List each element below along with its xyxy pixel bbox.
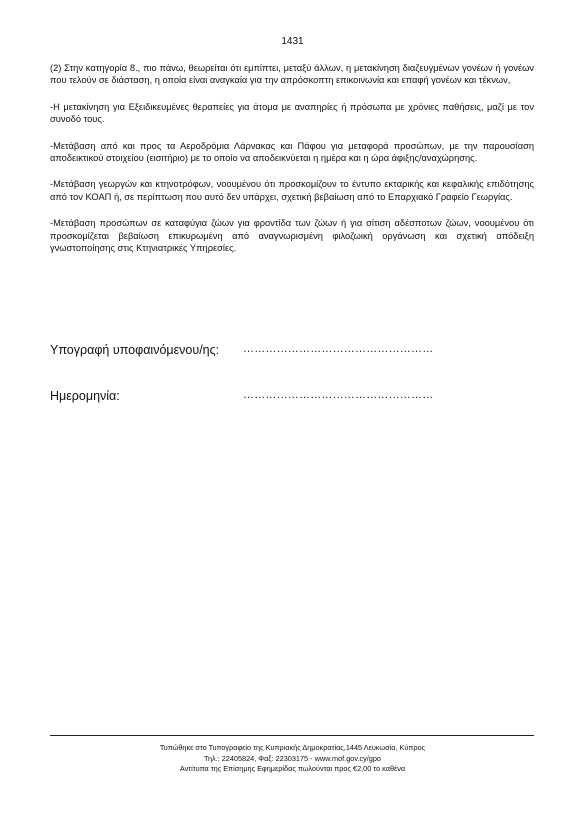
footer-printer-line: Τυπώθηκε στο Τυπογραφείο της Κυπριακής Δημοκρατίας,1445 Λευκωσία, Κύπρος <box>159 743 426 752</box>
paragraph-category-8: (2) Στην κατηγορία 8., πιο πάνω, θεωρείται ότι εμπίπτει, μεταξύ άλλων, η μετακίνηση διαζευγμένων γονέων ή γονέων που τελούν σε διάσταση, η οποία είναι αναγκαία για την απρόσκοπτη επικοινωνία και επαφή γονέων και τέκνων, <box>50 63 534 86</box>
footer-contact-line: Τηλ.: 22405824, Φαξ: 22303175 - www.mof.gov.cy/gpo <box>204 753 381 763</box>
signature-label: Υπογραφή υποφαινόμενου/ης: <box>50 343 220 357</box>
footer <box>0 743 585 775</box>
signature-line: …………………………………………… <box>243 343 434 355</box>
document-body <box>50 62 534 268</box>
paragraph-farmers: -Μετάβαση γεωργών και κτηνοτρόφων, νοουμένου ότι προσκομίζουν το έντυπο εκταρικής και κεφαλικής επιδότησης από τον ΚΟΑΠ ή, σε περίπτωση που αυτό δεν υπάρχει, σχετική βεβαίωση από το Επαρχιακό Γραφείο Γεωργίας. <box>50 179 534 202</box>
footer-price-line: Αντίτυπα της Επίσημης Εφημερίδας πωλούνται προς €2,00 το καθένα <box>179 764 406 773</box>
paragraph-specialized-therapies: -Η μετακίνηση για Εξειδικευμένες θεραπείες για άτομα με αναπηρίες ή πρόσωπα με χρόνιες παθήσεις, μαζί με τον συνοδό τους. <box>50 101 534 125</box>
date-label: Ημερομηνία: <box>50 389 120 403</box>
footer-divider <box>50 735 534 736</box>
page-number: 1431 <box>281 36 304 47</box>
paragraph-animal-shelters: -Μετάβαση προσώπων σε καταφύγια ζώων για φροντίδα των ζώων ή για σίτιση αδέσποτων ζώων, νοουμένου ότι προσκομίζεται βεβαίωση επικυρωμένη από αναγνωρισμένη φιλοζωική οργάνωση και σχετική απόδειξη γνωστοποίησης στις Κτηνιατρικές Υπηρεσίες. <box>50 218 534 254</box>
date-line: …………………………………………… <box>243 389 434 401</box>
paragraph-airport-transfer: -Μετάβαση από και προς τα Αεροδρόμια Λάρνακας και Πάφου για μεταφορά προσώπων, με την παρουσίαση αποδεικτικού στοιχείου (εισιτήριο) με το οποίο να αποδεικνύεται η ημέρα και η ώρα άφιξης/αναχώρησης. <box>50 140 534 164</box>
